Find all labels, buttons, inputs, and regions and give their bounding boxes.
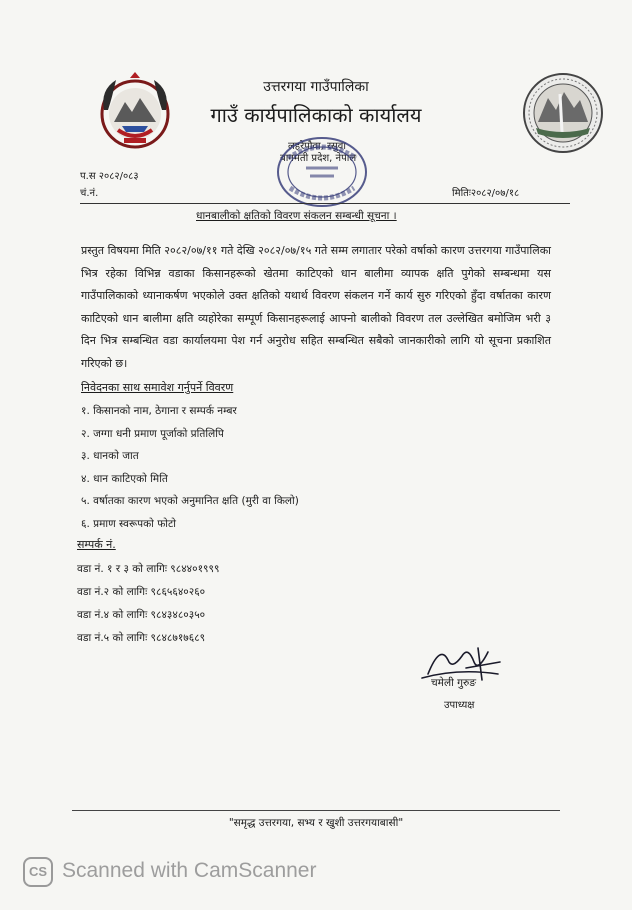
signer-title: उपाध्यक्ष [444,700,475,711]
signer-name: चमेली गुरुङ [431,677,477,689]
office-seal-icon [262,128,382,210]
contacts-heading: सम्पर्क नं. [77,538,116,551]
list-item: ५. वर्षातका कारण भएको अनुमानित क्षति (मुरी वा किलो) [81,495,299,507]
notice-date: मितिः२०८२/०७/१८ [452,188,520,199]
address-district: लहरेपौवा, रसुवा [288,141,346,152]
municipality-logo-icon [522,72,604,154]
footer-motto: "समृद्ध उत्तरगया, सभ्य र खुशी उत्तरगयाबासी" [228,817,404,829]
notice-subject: धानबालीको क्षतिको विवरण संकलन सम्बन्धी सूचना । [196,210,397,222]
notice-body: प्रस्तुत विषयमा मिति २०८२/०७/११ गते देखि २०८२/०७/१५ गते सम्म लगातार परेको वर्षाको कारण उत्तरगया गाउँपालिका भित्र रहेका विभिन्न वडाका किसानहरूको खेतमा काटिएको धान बालीमा व्यापक क्षति पुगेको सम्बन्धमा यस गाउँपालिकाको ध्यानाकर्षण भएकोले उक्त क्षतिको यथार्थ विवरण संकलन गर्ने कार्य सुरु गरिएको हुँदा वर्षातका कारण काटिएको धान बालीमा क्षति व्यहोरेका सम्पूर्ण किसानहरूलाई आफ्नो बालीको विवरण तल उल्लेखित बमोजिम भरी ३ दिन भित्र सम्बन्धित वडा कार्यालयमा पेश गर्न अनुरोध सहित सम्बन्धित सबैको जानकारीको लागि यो सूचना प्रकाशित गरिएको छ। [81,244,551,370]
camscanner-logo-icon: CS [23,857,53,887]
list-item: वडा नं.५ को लागिः ९८४८७१७६८९ [77,632,206,644]
header-divider [80,203,570,204]
dispatch-number: चं.नं. [80,188,99,199]
list-item: वडा नं.२ को लागिः ९८६५६४०२६० [77,586,206,598]
address-province: बागमती प्रदेश, नेपाल [280,153,357,164]
list-item: वडा नं. १ र ३ को लागिः ९८४४०१९९९ [77,563,220,575]
requirements-list [81,400,299,535]
list-item: ६. प्रमाण स्वरूपको फोटो [81,517,177,530]
list-item: १. किसानको नाम, ठेगाना र सम्पर्क नम्बर [81,405,237,417]
footer-divider [72,810,560,811]
list-item: ४. धान काटिएको मिति [81,472,168,485]
reference-number: प.स २०८२/०८३ [80,171,139,182]
municipality-name: उत्तरगया गाउँपालिका [263,79,369,95]
list-item: ३. धानको जात [81,450,139,462]
list-item: वडा नं.४ को लागिः ९८४३४८०३५० [77,609,206,621]
office-name: गाउँ कार्यपालिकाको कार्यालय [210,103,422,127]
list-item: २. जग्गा धनी प्रमाण पूर्जाको प्रतिलिपि [81,427,224,440]
contacts-list [77,558,219,650]
camscanner-watermark: Scanned with CamScanner [62,859,317,882]
requirements-heading: निवेदनका साथ समावेश गर्नुपर्ने विवरण [81,381,234,394]
